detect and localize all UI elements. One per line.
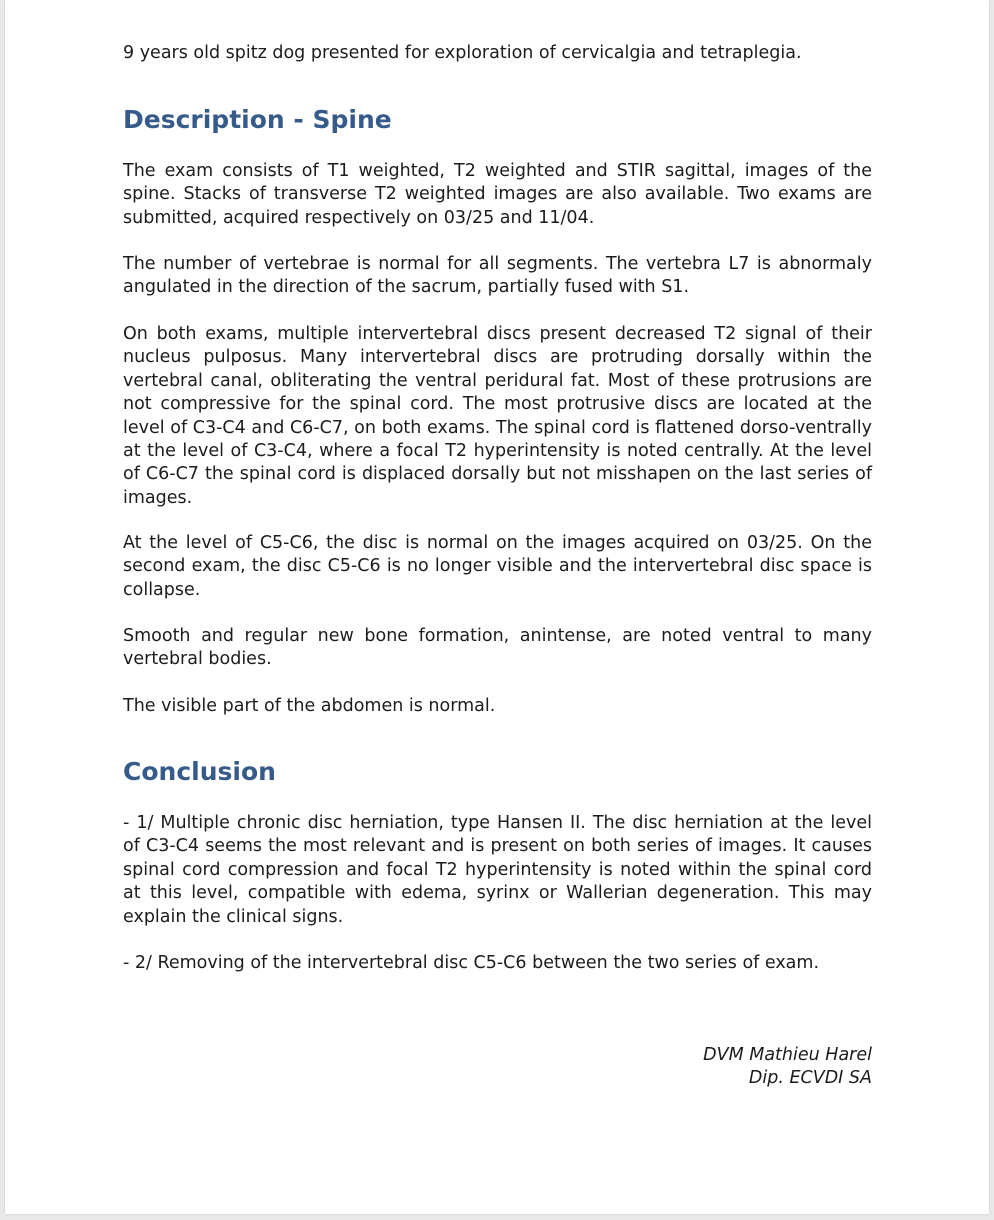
description-paragraph-c5-c6: At the level of C5-C6, the disc is normal on the images acquired on 03/25. On the second exam, the disc C5-C6 is no longer visible and the intervertebral disc space is collapse. xyxy=(123,533,872,600)
conclusion-item-1: - 1/ Multiple chronic disc herniation, type Hansen II. The disc herniation at the level of C3-C4 seems the most relevant and is present on both series of images. It causes spinal cord compression and focal T2 hyperintensity is noted within the spinal cord at this level, compatible with edema, syrinx or Wallerian degeneration. This may explain the clinical signs. xyxy=(123,813,872,927)
description-paragraph-technique: The exam consists of T1 weighted, T2 weighted and STIR sagittal, images of the spine. Stacks of transverse T2 weighted images are also available. Two exams are submitted, acquired respectively on 03/25 and 11/04. xyxy=(123,161,872,228)
description-paragraph-discs: On both exams, multiple intervertebral discs present decreased T2 signal of their nucleus pulposus. Many intervertebral discs are protruding dorsally within the vertebral canal, obliterating the ventral peridural fat. Most of these protrusions are not compressive for the spinal cord. The most protrusive discs are located at the level of C3-C4 and C6-C7, on both exams. The spinal cord is flattened dorso-ventrally at the level of C3-C4, where a focal T2 hyperintensity is noted centrally. At the level of C6-C7 the spinal cord is displaced dorsally but not misshapen on the last series of images. xyxy=(123,324,872,508)
description-paragraph-vertebrae: The number of vertebrae is normal for all segments. The vertebra L7 is abnormaly angulated in the direction of the sacrum, partially fused with S1. xyxy=(123,254,872,298)
report-page xyxy=(5,0,989,1214)
description-heading: Description - Spine xyxy=(123,105,392,134)
description-paragraph-bone: Smooth and regular new bone formation, anintense, are noted ventral to many vertebral bodies. xyxy=(123,626,872,670)
signature-name: DVM Mathieu Harel xyxy=(703,1045,872,1065)
clinical-history: 9 years old spitz dog presented for exploration of cervicalgia and tetraplegia. xyxy=(123,43,802,63)
signature-title: Dip. ECVDI SA xyxy=(748,1068,872,1089)
conclusion-heading: Conclusion xyxy=(123,757,276,786)
description-paragraph-abdomen: The visible part of the abdomen is normal. xyxy=(123,696,496,716)
conclusion-item-2: - 2/ Removing of the intervertebral disc C5-C6 between the two series of exam. xyxy=(123,953,820,973)
signature-block xyxy=(703,1044,872,1091)
